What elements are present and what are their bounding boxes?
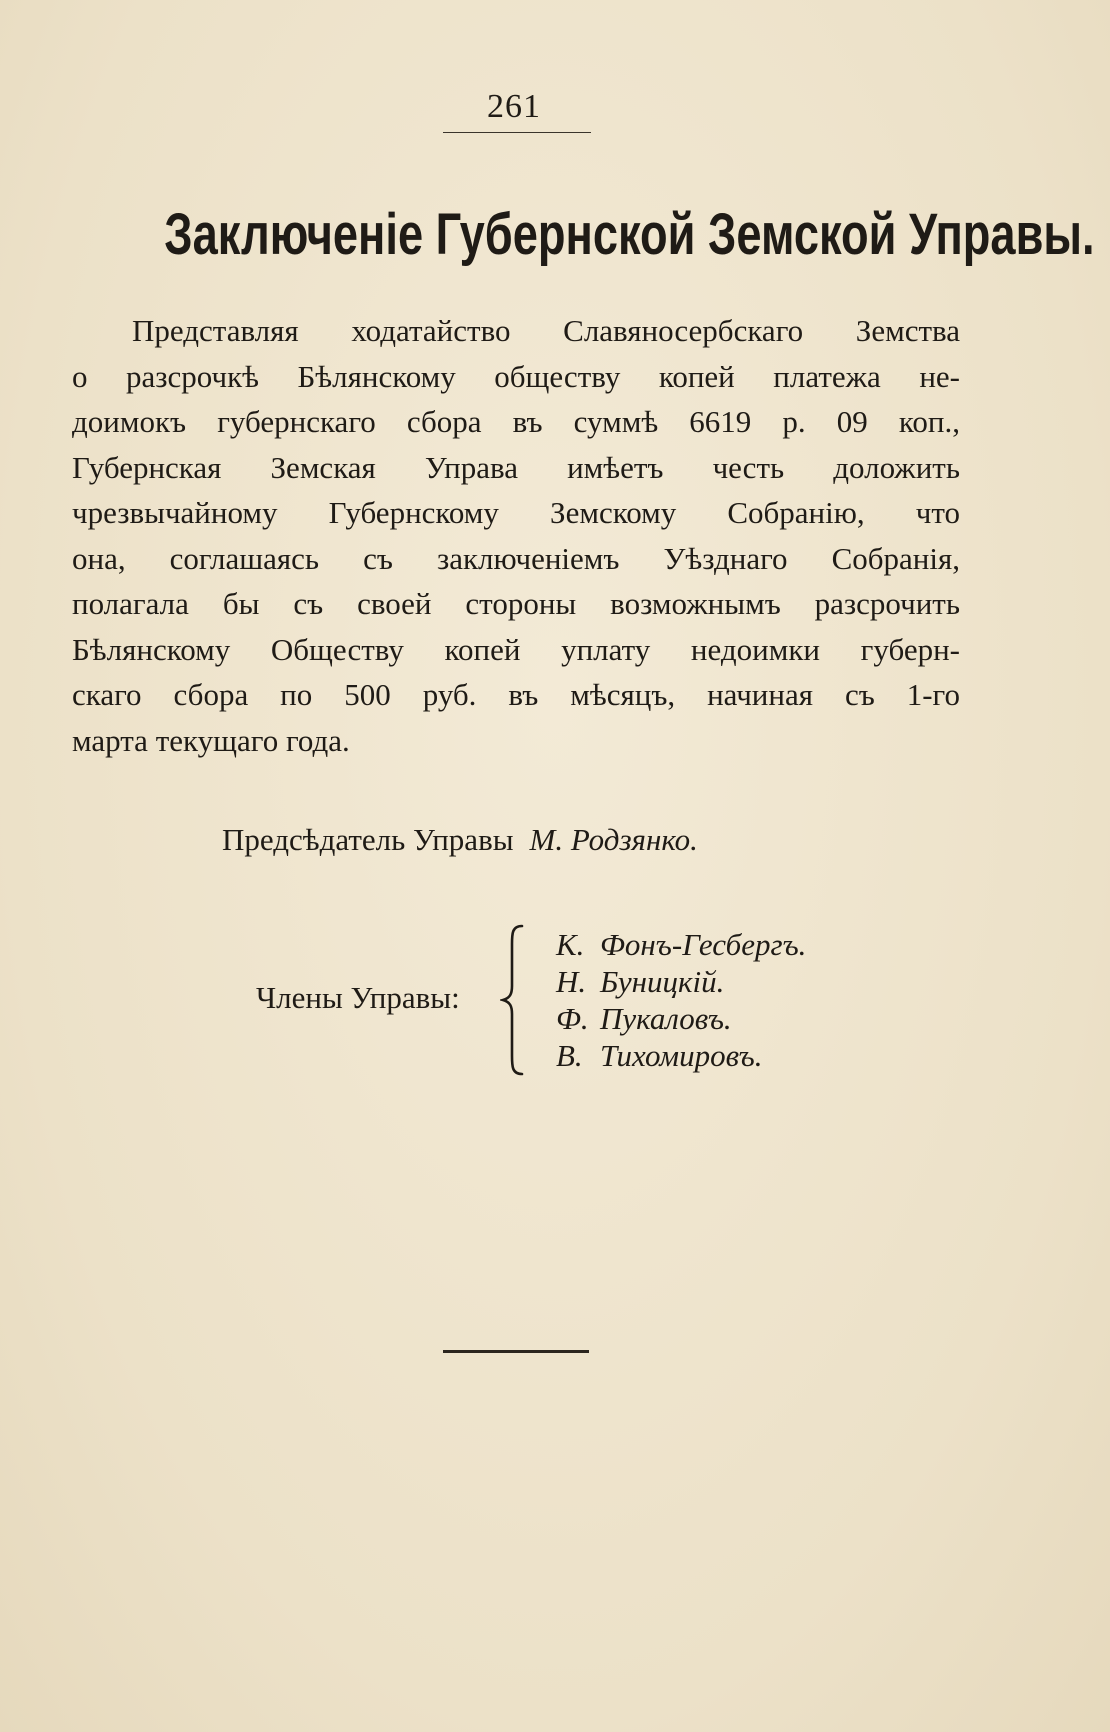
member-surname: Тихомировъ.	[600, 1038, 763, 1073]
body-line: скаго сбора по 500 руб. въ мѣсяцъ, начиная съ 1-го	[72, 677, 960, 712]
curly-brace-icon	[500, 924, 526, 1076]
member-surname: Фонъ-Гесбергъ.	[600, 927, 807, 962]
document-heading: Заключеніе Губернской Земской Управы.	[164, 202, 1095, 267]
body-line: полагала бы съ своей стороны возможнымъ разсрочить	[72, 586, 960, 621]
end-rule	[443, 1350, 589, 1353]
body-line: доимокъ губернскаго сбора въ суммѣ 6619 р. 09 коп.,	[72, 404, 960, 439]
member-entry	[556, 1037, 806, 1074]
body-line: марта текущаго года.	[72, 722, 350, 758]
page-number-rule	[443, 132, 591, 133]
member-initial: Н.	[556, 964, 587, 999]
body-line: Представляя ходатайство Славяносербскаго Земства	[132, 313, 960, 348]
chairman-signature-line	[222, 822, 698, 858]
member-entry	[556, 1000, 806, 1037]
member-entry	[556, 963, 806, 1000]
member-initial: В.	[556, 1038, 583, 1073]
body-line: чрезвычайному Губернскому Земскому Собранію, что	[72, 495, 960, 530]
members-label: Члены Управы:	[256, 980, 460, 1015]
body-line: Бѣлянскому Обществу копей уплату недоимки губерн-	[72, 631, 960, 667]
member-surname: Буницкій.	[600, 964, 725, 999]
member-surname: Пукаловъ.	[600, 1001, 732, 1036]
chairman-signature: М. Родзянко.	[529, 822, 698, 857]
body-line: о разсрочкѣ Бѣлянскому обществу копей платежа не-	[72, 358, 960, 394]
member-entry	[556, 926, 806, 963]
member-initial: К.	[556, 927, 585, 962]
body-paragraph	[72, 308, 960, 763]
body-line: она, соглашаясь съ заключеніемъ Уѣзднаго Собранія,	[72, 540, 960, 576]
member-initial: Ф.	[556, 1001, 589, 1036]
members-list	[556, 926, 806, 1074]
page-number: 261	[487, 88, 541, 125]
chairman-label: Предсѣдатель Управы	[222, 822, 514, 857]
body-line: Губернская Земская Управа имѣетъ честь доложить	[72, 449, 960, 485]
